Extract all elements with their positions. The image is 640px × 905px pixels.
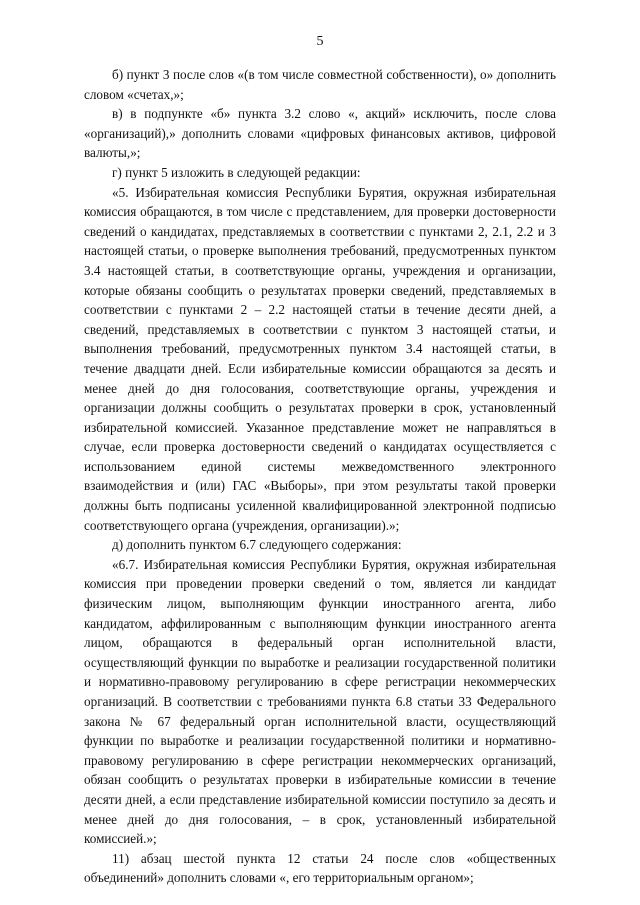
paragraph-b: б) пункт 3 после слов «(в том числе совместной собственности), о» дополнить словом «счетах,»; bbox=[84, 67, 556, 102]
paragraph-point-5: «5. Избирательная комиссия Республики Бурятия, окружная избирательная комиссия обращаются, в том числе с представлением, для проверки достоверности сведений о кандидатах, представляемых в соответствии с пунктами 2, 2.1, 2.2 и 3 настоящей статьи, о проверке выполнения требований, предусмотренных пунктом 3.4 настоящей статьи, в соответствующие органы, учреждения и организации, которые обязаны сообщить о результатах проверки сведений, представляемых в соответствии с пунктами 2 – 2.2 настоящей статьи в течение десяти дней, а сведений, представляемых в соответствии с пунктом 3 настоящей статьи, и выполнения требований, предусмотренных пунктом 3.4 настоящей статьи, в течение двадцати дней. Если избирательные комиссии обращаются за десять и менее дней до дня голосования, соответствующие органы, учреждения и организации должны сообщить о результатах проверки в срок, установленный избирательной комиссией. Указанное представление может не направляться в случае, если проверка достоверности сведений о кандидатах осуществляется с использованием единой системы межведомственного электронного взаимодействия и (или) ГАС «Выборы», при этом результаты такой проверки должны быть подписаны усиленной квалифицированной электронной подписью соответствующего органа (учреждения, организации).»; bbox=[84, 184, 556, 533]
paragraph-g: г) пункт 5 изложить в следующей редакции: bbox=[112, 164, 361, 180]
paragraph-v: в) в подпункте «б» пункта 3.2 слово «, акций» исключить, после слова «организаций),» дополнить словами «цифровых финансовых активов, цифровой валюты,»; bbox=[84, 106, 556, 161]
document-body bbox=[84, 65, 556, 888]
paragraph-11: 11) абзац шестой пункта 12 статьи 24 после слов «общественных объединений» дополнить словами «, его территориальным органом»; bbox=[84, 850, 556, 886]
page-number: 5 bbox=[316, 34, 324, 49]
paragraph-d: д) дополнить пунктом 6.7 следующего содержания: bbox=[112, 537, 402, 553]
paragraph-point-6-7: «6.7. Избирательная комиссия Республики Бурятия, окружная избирательная комиссия при проведении проверки сведений о том, является ли кандидат физическим лицом, выполняющим функции иностранного агента, либо кандидатом, аффилированным с выполняющим функции иностранного агента лицом, обращаются в федеральный орган исполнительной власти, осуществляющий функции по выработке и реализации государственной политики и нормативно-правовому регулированию в сфере регистрации некоммерческих организаций. В соответствии с требованиями пункта 6.8 статьи 33 Федерального закона № 67 федеральный орган исполнительной власти, осуществляющий функции по выработке и реализации государственной политики и нормативно-правовому регулированию в сфере регистрации некоммерческих организаций, обязан сообщить о результатах проверки в избирательные комиссии в течение десяти дней, а если представление избирательной комиссии поступило за десять и менее дней до дня голосования, – в срок, установленный избирательной комиссией.»; bbox=[84, 556, 556, 847]
